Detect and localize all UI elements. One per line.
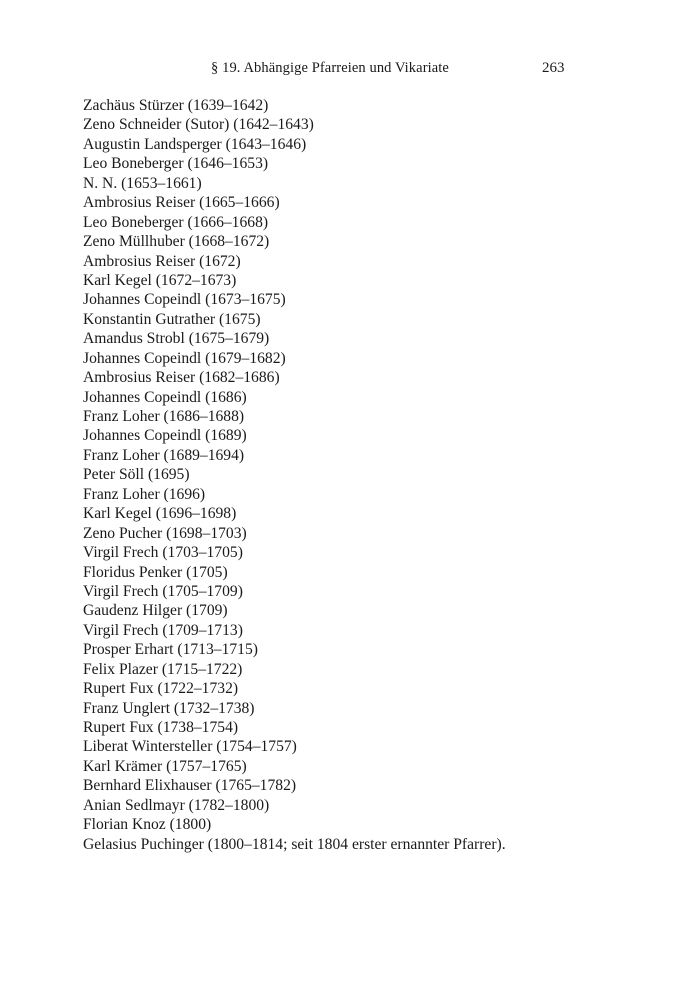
list-item: Zeno Pucher (1698–1703) (83, 524, 247, 542)
list-item: Franz Loher (1686–1688) (83, 408, 245, 425)
running-head (0, 60, 700, 82)
page-number: 263 (542, 60, 565, 76)
list-item: Augustin Landsperger (1643–1646) (83, 135, 307, 153)
list-item: Konstantin Gutrather (1675) (83, 310, 261, 328)
list-item: Karl Kegel (1672–1673) (83, 271, 237, 289)
list-item: Rupert Fux (1738–1754) (83, 719, 239, 736)
list-item: Floridus Penker (1705) (83, 563, 228, 581)
list-item: Gaudenz Hilger (1709) (83, 602, 228, 620)
list-item: Virgil Frech (1705–1709) (83, 582, 243, 600)
list-item: Ambrosius Reiser (1682–1686) (83, 369, 280, 387)
vicar-list (83, 96, 506, 854)
list-item: Prosper Erhart (1713–1715) (83, 641, 258, 659)
list-item: Johannes Copeindl (1686) (83, 388, 247, 406)
list-item: Amandus Strobl (1675–1679) (83, 330, 270, 348)
list-item: N. N. (1653–1661) (83, 174, 202, 192)
list-item: Ambrosius Reiser (1672) (83, 252, 241, 270)
list-item: Liberat Wintersteller (1754–1757) (83, 738, 297, 756)
list-item: Johannes Copeindl (1689) (83, 427, 247, 445)
list-item: Leo Boneberger (1646–1653) (83, 155, 269, 173)
list-item: Zeno Müllhuber (1668–1672) (83, 233, 270, 251)
list-item: Felix Plazer (1715–1722) (83, 660, 243, 678)
list-item: Franz Loher (1696) (83, 485, 206, 503)
list-item: Karl Kegel (1696–1698) (83, 505, 237, 523)
list-item: Karl Krämer (1757–1765) (83, 757, 247, 775)
list-item: Franz Unglert (1732–1738) (83, 699, 255, 717)
list-item: Virgil Frech (1703–1705) (83, 544, 243, 562)
list-item: Franz Loher (1689–1694) (83, 446, 245, 464)
list-item: Florian Knoz (1800) (83, 816, 212, 834)
list-item: Zeno Schneider (Sutor) (1642–1643) (83, 116, 314, 134)
list-item: Zachäus Stürzer (1639–1642) (83, 97, 269, 114)
list-item: Ambrosius Reiser (1665–1666) (83, 194, 280, 212)
running-title: § 19. Abhängige Pfarreien und Vikariate (211, 60, 449, 76)
list-item: Leo Boneberger (1666–1668) (83, 213, 269, 231)
list-item: Gelasius Puchinger (1800–1814; seit 1804 erster ernannter Pfarrer). (83, 835, 506, 853)
list-item: Johannes Copeindl (1673–1675) (83, 291, 286, 309)
list-item: Anian Sedlmayr (1782–1800) (83, 796, 270, 814)
list-item: Virgil Frech (1709–1713) (83, 621, 243, 639)
list-item: Johannes Copeindl (1679–1682) (83, 349, 286, 367)
list-item: Rupert Fux (1722–1732) (83, 680, 239, 698)
list-item: Peter Söll (1695) (83, 466, 190, 484)
list-item: Bernhard Elixhauser (1765–1782) (83, 777, 297, 795)
